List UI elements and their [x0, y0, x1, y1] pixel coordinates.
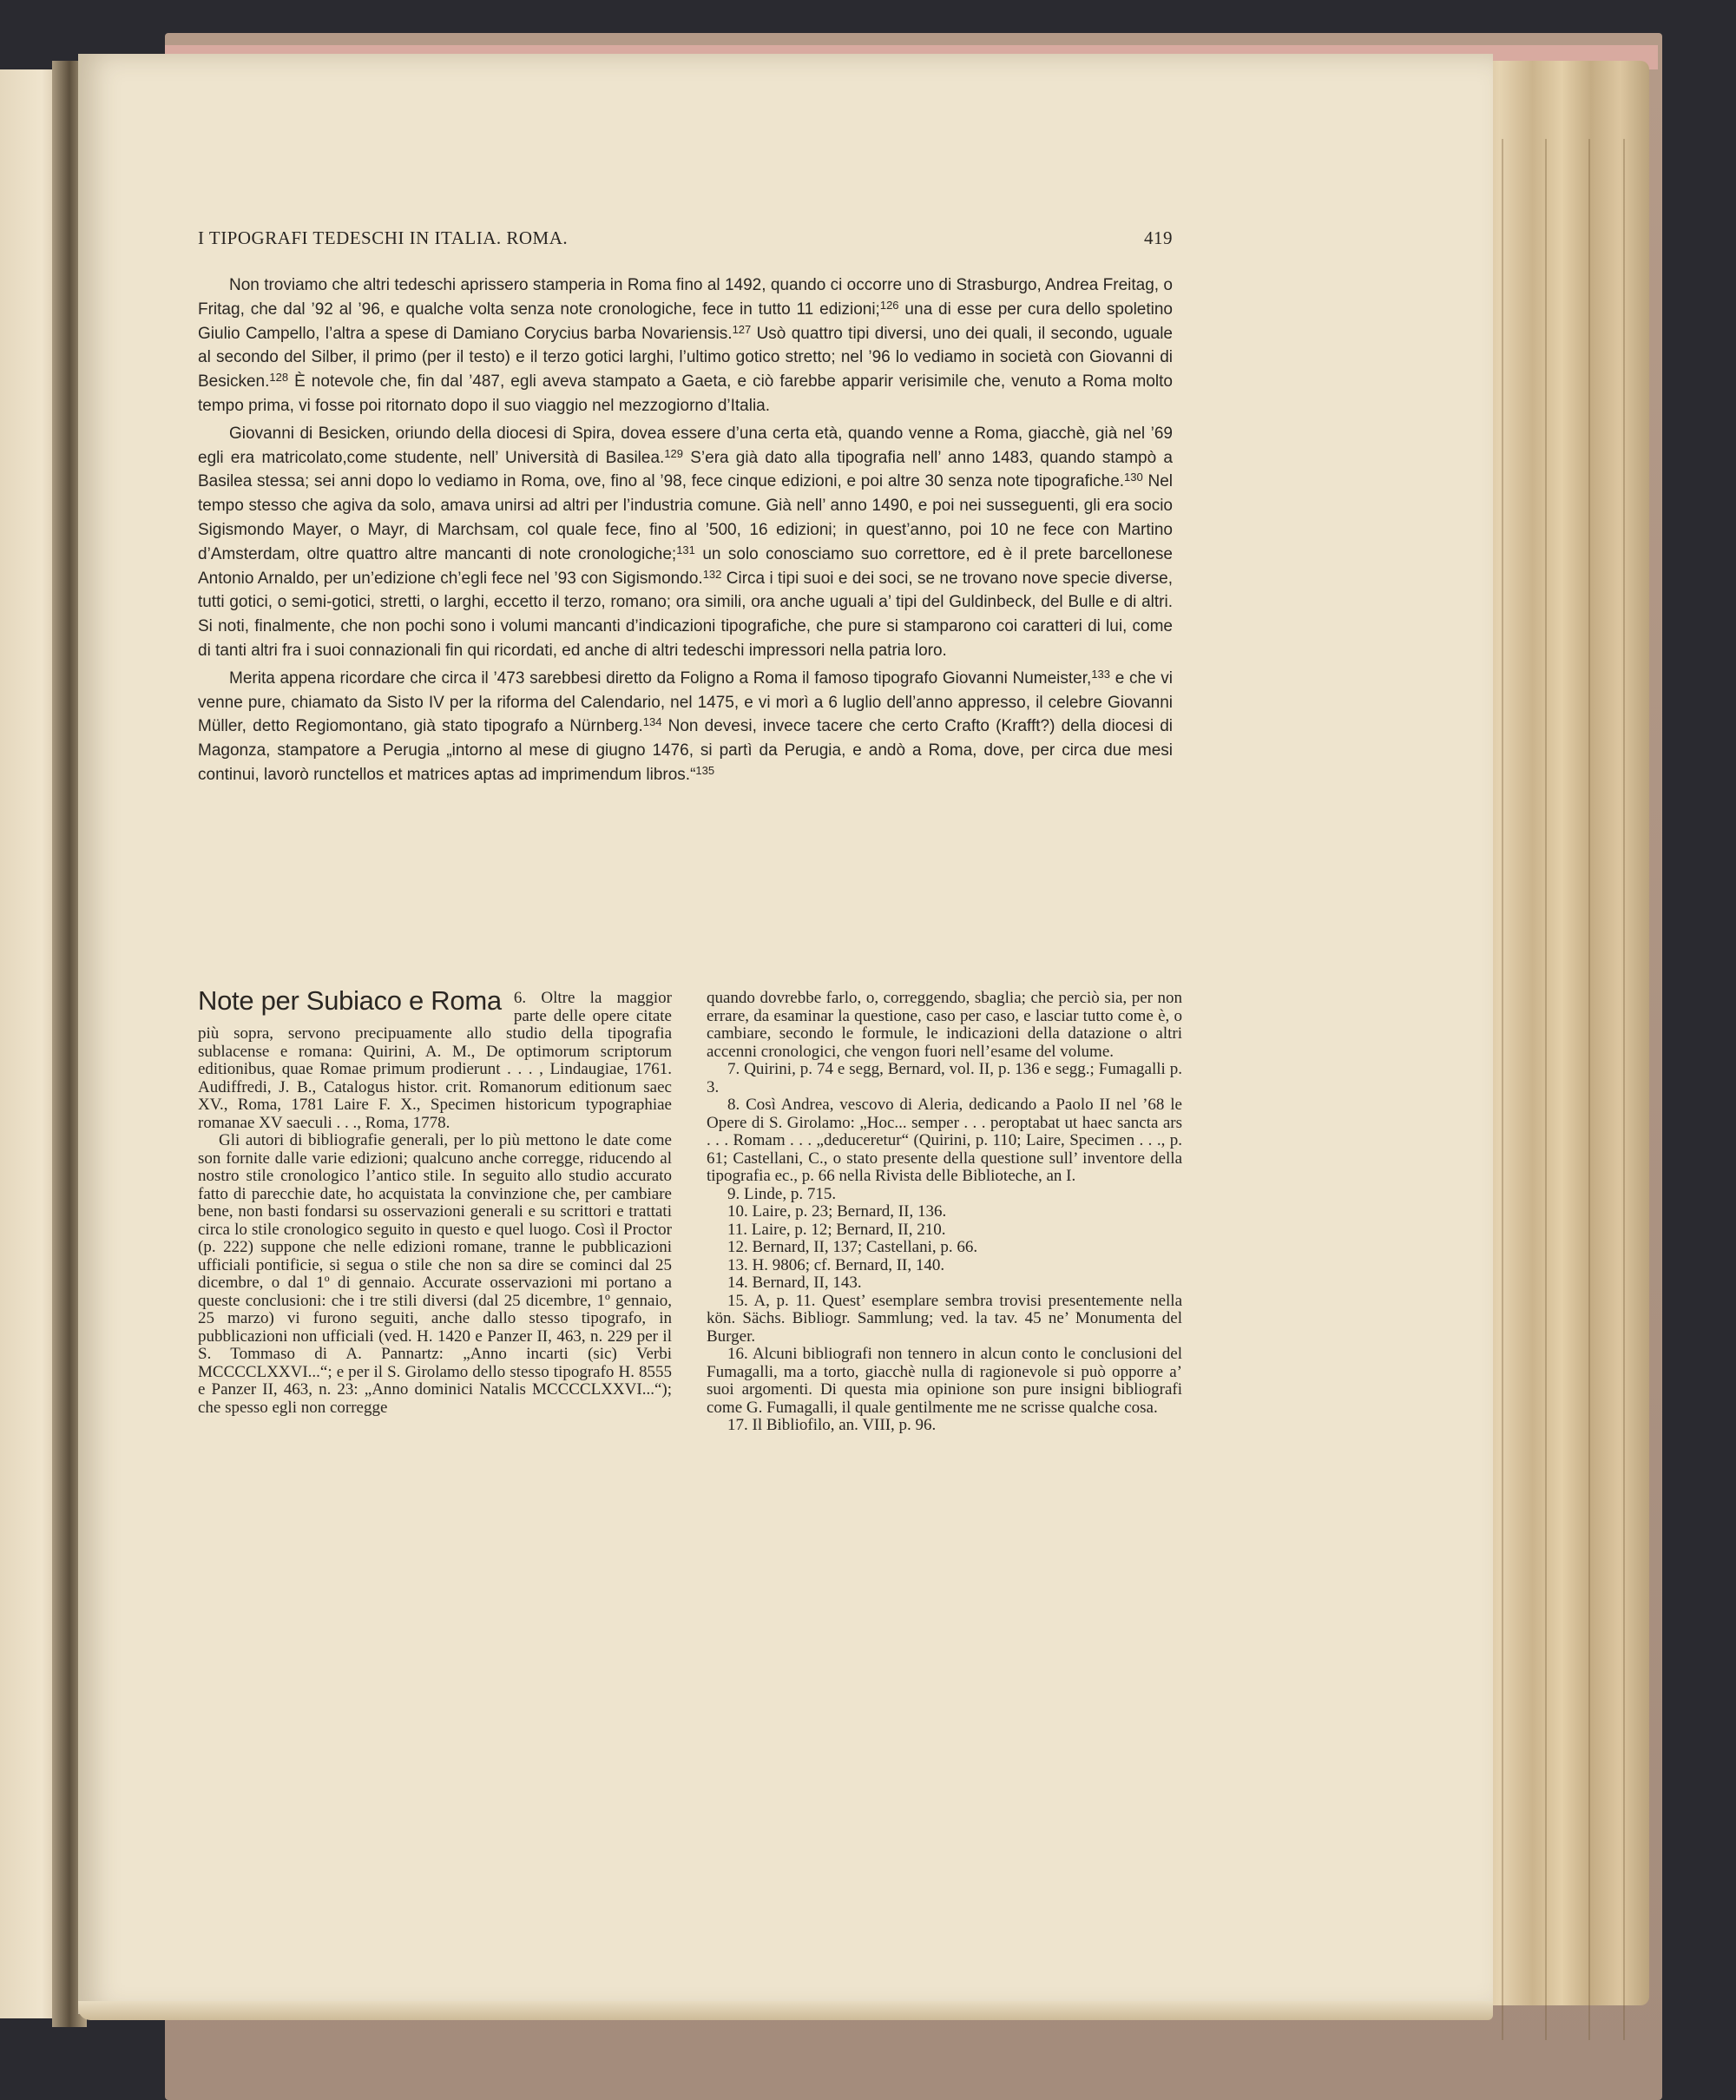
note-item: 9. Linde, p. 715. — [727, 1184, 837, 1203]
note-item: 8. Così Andrea, vescovo di Aleria, dedicando a Paolo II nel ’68 le Opere di S. Girolamo: „Hoc... semper . . . peroptabat ut haec sancta ars . . . Romam . . . „deduceretur“ (Quirini, p. 110; Laire, Specimen . . ., p. 61; Castellani, C., o stato presente della questione sull’ inventore della tipografia ec., p. 66 nella Rivista delle Biblioteche, an I. — [707, 1096, 1182, 1185]
paragraph-text: una di esse per cura dello spoletino Giulio Campello, l’altra a spese di Damiano Corycius barba Novariensis. — [198, 300, 1173, 343]
footnote-ref: 126 — [879, 298, 899, 312]
footnote-ref: 131 — [676, 543, 695, 556]
paragraph-text: Merita appena ricordare che circa il ’473 sarebbesi diretto da Foligno a Roma il famoso tipografo Giovanni Numeister, — [229, 668, 1092, 688]
note-item: quando dovrebbe farlo, o, correggendo, sbaglia; che perciò sia, per non errare, da esaminar la questione, caso per caso, e lasciar tutto come è, o cambiare, secondo le formule, le indicazioni della datazione o altri accenni cronologici, che vengon fuori nell’esame del volume. — [707, 989, 1182, 1061]
note-item: 14. Bernard, II, 143. — [727, 1274, 862, 1292]
paragraph-text: Nel tempo stesso che agiva da solo, amava unirsi ad altri per l’industria comune. Già nell’ anno 1490, e poi nei susseguenti, gli era socio Sigismondo Mayer, o Mayr, di Marchsam, col quale fece, fino al ’500, 16 edizioni; in quest’anno, poi 10 ne fece con Martino d’Amsterdam, oltre quattro altre mancanti di note cronologiche; — [198, 472, 1173, 563]
paragraph — [198, 273, 1173, 418]
note-item: 15. A, p. 11. Quest’ esemplare sembra trovisi presentemente nella kön. Sächs. Bibliogr. Sammlung; ved. la tav. 45 ne’ Monumenta del Burger. — [707, 1291, 1182, 1346]
footnote-ref: 134 — [642, 715, 662, 729]
page-bottom-edge — [78, 2001, 1493, 2020]
paragraph-text: Usò quattro tipi diversi, uno dei quali, il secondo, uguale al secondo del Silber, il primo (per il testo) e il terzo gotici larghi, l’ultimo gotico stretto; nel ’96 lo vediamo in società con Giovanni di Besicken. — [198, 324, 1173, 392]
paragraph-text: Circa i tipi suoi e dei soci, se ne trovano nove specie diverse, tutti gotici, o semi-gotici, stretti, o larghi, eccetto il terzo, romano; ora simili, ora anche uguali a’ tipi del Guldinbeck, del Bulle e di altri. Si noti, finalmente, che non pochi sono i volumi mancanti d’indicazioni tipografiche, che pure si stamparono coi caratteri di lui, come di tanti altri fra i suoi connazionali fin qui ricordati, ed anche di altri tedeschi impressori nella patria loro. — [198, 569, 1173, 660]
footnote-ref: 132 — [702, 567, 722, 581]
paragraph-text: S’era già dato alla tipografia nell’ anno 1483, quando stampò a Basilea stessa; sei anni dopo lo vediamo in Roma, ove, fino al ’98, fece cinque edizioni, e poi altre 30 senza note tipografiche. — [198, 448, 1173, 491]
running-head-title: I TIPOGRAFI TEDESCHI IN ITALIA. ROMA. — [198, 227, 569, 248]
notes-column-right — [707, 990, 1182, 1435]
paragraph — [198, 667, 1173, 787]
footnote-ref: 128 — [269, 371, 289, 385]
note-item: Gli autori di bibliografie generali, per lo più mettono le date come son fornite dalle varie edizioni; qualcuno anche corregge, riducendo al nostro stile cronologico l’antico stile. In seguito allo studio accurato fatto di parecchie date, ho acquistata la convinzione che, per cambiare bene, non basti fondarsi su osservazioni generali e su scrittori e trattati circa lo stile cronologico seguito in questo e quel luogo. Così il Proctor (p. 222) suppone che nelle edizioni romane, tranne le pubblicazioni ufficiali pontificie, si segua o stile che non sa dire se cominci dal 25 dicembre, o dal 1º di gennaio. Accurate osservazioni mi portano a queste conclusioni: che i tre stili diversi (dal 25 dicembre, 1º gennaio, 25 marzo) vi furono seguiti, anche dallo stesso tipografo, in pubblicazioni non ufficiali (ved. H. 1420 e Panzer II, 463, n. 229 per il S. Tommaso di A. Pannartz: „Anno incarti (sic) Verbi MCCCCLXXVI...“; e per il S. Girolamo dello stesso tipografo H. 8555 e Panzer II, 463, n. 23: „Anno dominici Natalis MCCCCLXXVI...“); che spesso egli non corregge — [198, 1131, 672, 1417]
paragraph-text: È notevole che, fin dal ’487, egli aveva stampato a Gaeta, e ciò farebbe apparir verisimile che, venuto a Roma molto tempo prima, vi fosse poi ritornato dopo il suo viaggio nel mezzogiorno d’Italia. — [198, 372, 1173, 415]
notes-column-left — [198, 985, 672, 1417]
page-number: 419 — [1144, 227, 1173, 248]
page-edge-line — [1545, 139, 1547, 2040]
note-item: 6. Oltre la maggior parte delle opere citate più sopra, servono precipuamente allo studio della tipografia sublacense e romana: Quirini, A. M., De optimorum scriptorum editionibus, quae Romae primum prodierunt . . . , Lindaugiae, 1761. Audiffredi, J. B., Catalogus histor. crit. Romanorum editionum saec XV., Roma, 1781 Laire F. X., Specimen historicum typographiae romanae XV saeculi . . ., Roma, 1778. — [198, 989, 672, 1132]
footnote-ref: 129 — [664, 446, 684, 460]
paragraph-text: Non devesi, invece tacere che certo Crafto (Krafft?) della diocesi di Magonza, stampatore a Perugia „intorno al mese di giugno 1476, si partì da Perugia, e andò a Roma, dove, per circa due mesi continui, lavorò runctellos et matrices aptas ad imprimendum libros.“ — [198, 717, 1173, 784]
page-edge-line — [1623, 139, 1625, 2040]
footnote-ref: 127 — [732, 322, 752, 336]
note-item: 17. Il Bibliofilo, an. VIII, p. 96. — [727, 1416, 937, 1434]
paragraph-text: e che vi venne pure, chiamato da Sisto IV per la riforma del Calendario, nel 1475, e vi morì a 6 luglio dell’anno appresso, il celebre Giovanni Müller, detto Regiomontano, già stato tipografo a Nürnberg. — [198, 668, 1173, 736]
page-edge-line — [1588, 139, 1590, 2040]
paragraph-text: Giovanni di Besicken, oriundo della diocesi di Spira, dovea essere d’una certa età, quando venne a Roma, giacchè, già nel ’69 egli era matricolato,come studente, nell’ Università di Basilea. — [198, 424, 1173, 467]
note-item: 13. H. 9806; cf. Bernard, II, 140. — [727, 1255, 945, 1274]
footnote-ref: 135 — [695, 763, 715, 777]
paragraph-text: un solo conosciamo suo correttore, ed è il prete barcellonese Antonio Arnaldo, per un’edizione ch’egli fece nel ’93 con Sigismondo. — [198, 544, 1173, 588]
notes-heading: Note per Subiaco e Roma — [198, 985, 502, 1016]
note-item: 16. Alcuni bibliografi non tennero in alcun conto le conclusioni del Fumagalli, ma a torto, giacchè nulla di ragionevole si può opporre a’ suoi argomenti. Di questa mia opinione son pure insigni bibliografi come G. Fumagalli, il quale gentilmente me ne scrisse qualche cosa. — [707, 1345, 1182, 1417]
note-item: 10. Laire, p. 23; Bernard, II, 136. — [727, 1202, 947, 1221]
paragraph — [198, 422, 1173, 663]
footnote-ref: 133 — [1091, 667, 1111, 681]
footnote-ref: 130 — [1124, 471, 1143, 484]
page-edge-line — [1502, 139, 1503, 2040]
note-item: 7. Quirini, p. 74 e segg, Bernard, vol. II, p. 136 e segg.; Fumagalli p. 3. — [707, 1060, 1182, 1096]
paragraph-text: Non troviamo che altri tedeschi aprissero stamperia in Roma fino al 1492, quando ci occorre uno di Strasburgo, Andrea Freitag, o Fritag, che dal ’92 al ’96, e qualche volta senza note cronologiche, fece in tutto 11 edizioni; — [198, 276, 1173, 319]
note-item: 11. Laire, p. 12; Bernard, II, 210. — [727, 1220, 946, 1239]
main-body — [198, 273, 1173, 791]
note-item: 12. Bernard, II, 137; Castellani, p. 66. — [727, 1238, 978, 1256]
page-block-edge — [1467, 61, 1649, 2005]
